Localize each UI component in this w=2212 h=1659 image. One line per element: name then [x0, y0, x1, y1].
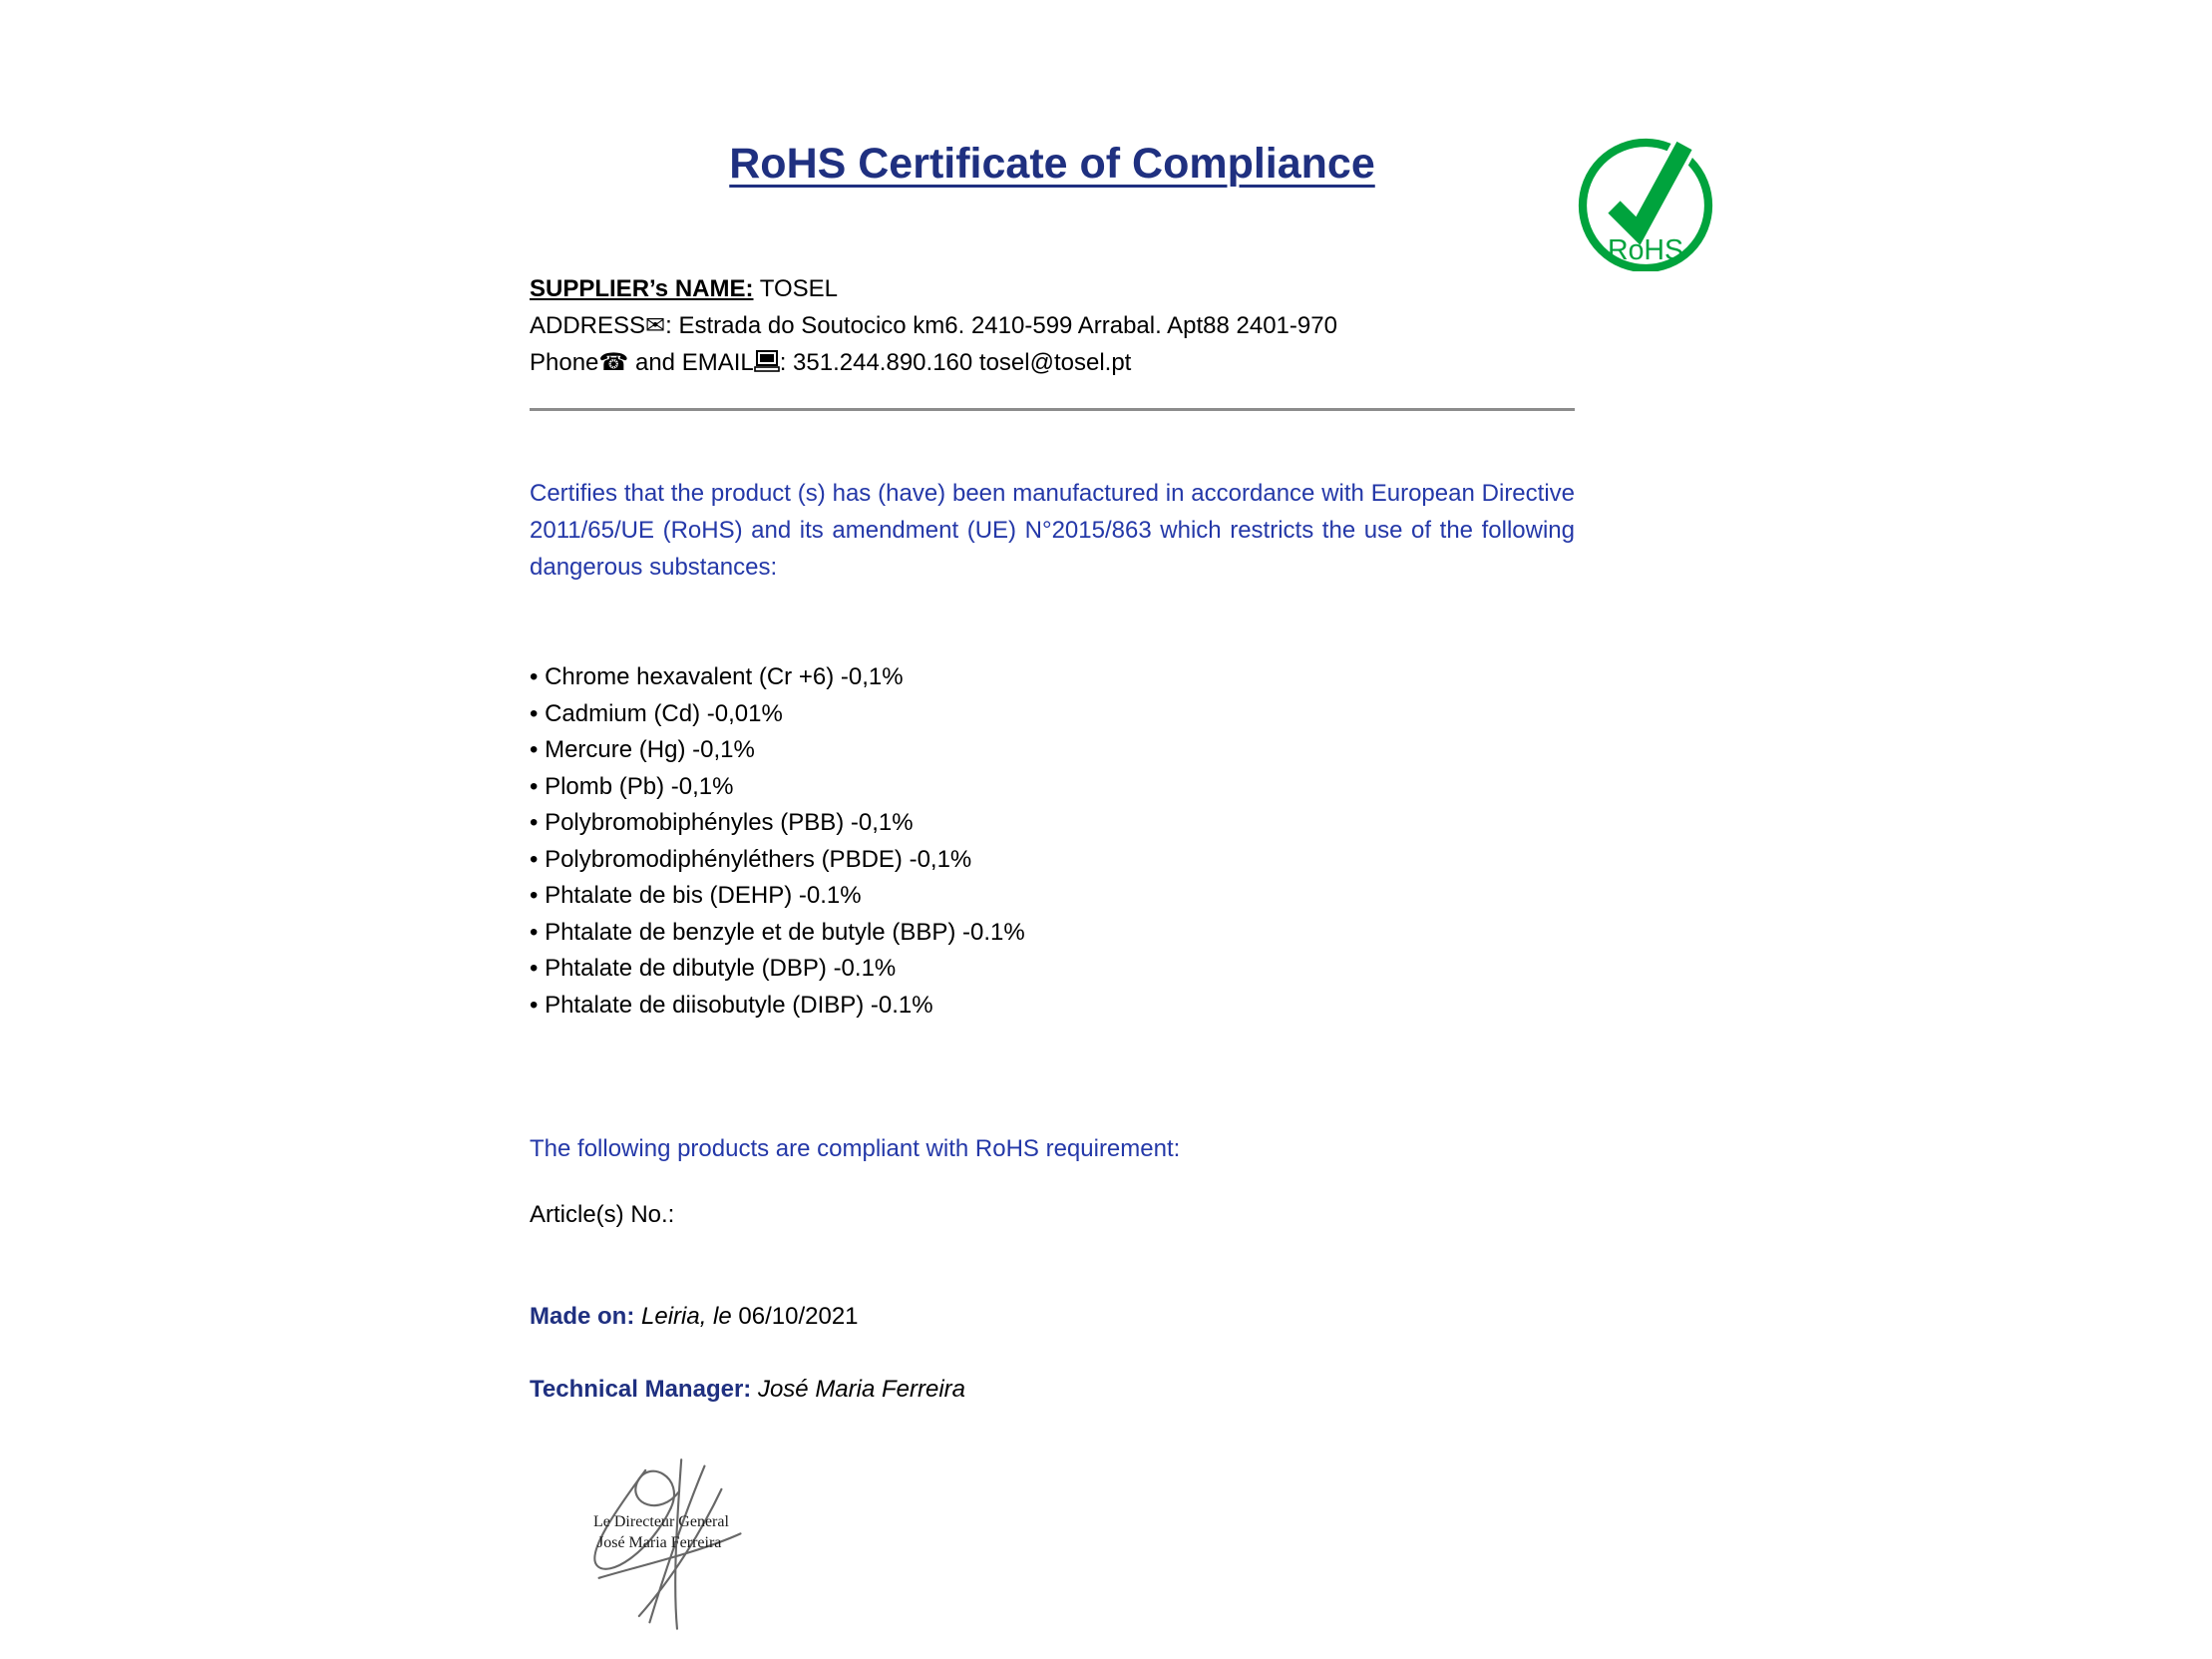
list-item: • Chrome hexavalent (Cr +6) -0,1%	[530, 659, 1575, 696]
made-on-date: 06/10/2021	[738, 1303, 859, 1330]
substances-list	[530, 659, 1575, 1024]
article-label: Article(s) No.:	[530, 1201, 675, 1228]
signature-line2: José Maria Ferreira	[597, 1534, 722, 1551]
address-value: : Estrada do Soutocico km6. 2410-599 Arrabal. Apt88 2401-970	[665, 312, 1337, 339]
rohs-logo	[1571, 122, 1720, 271]
email-label: and EMAIL	[628, 349, 754, 376]
computer-icon	[754, 348, 780, 384]
list-item: • Polybromodiphényléthers (PBDE) -0,1%	[530, 842, 1575, 879]
supplier-block	[530, 271, 1575, 384]
document-content	[530, 130, 1575, 1635]
made-on-label: Made on:	[530, 1303, 635, 1330]
signature-text	[593, 1511, 729, 1553]
supplier-name-label: SUPPLIER’s NAME:	[530, 275, 754, 302]
technical-manager-name: José Maria Ferreira	[757, 1376, 966, 1403]
envelope-icon: ✉	[645, 311, 666, 339]
certification-statement: Certifies that the product (s) has (have) been manufactured in accordance with European Directive 2011/65/UE (RoHS) and its amendment (UE) N°2015/863 which restricts the use of the following dangerous substances:	[530, 480, 1575, 581]
technical-manager-label: Technical Manager:	[530, 1376, 752, 1403]
supplier-name-line	[530, 271, 1575, 307]
list-item: • Cadmium (Cd) -0,01%	[530, 696, 1575, 733]
made-on-place: Leiria, le	[641, 1303, 732, 1330]
made-on-line	[530, 1299, 1575, 1335]
phone-label: Phone	[530, 349, 599, 376]
supplier-address-line	[530, 307, 1575, 344]
list-item: • Phtalate de dibutyle (DBP) -0.1%	[530, 951, 1575, 988]
supplier-name-value: TOSEL	[759, 275, 838, 302]
list-item: • Phtalate de bis (DEHP) -0.1%	[530, 878, 1575, 915]
rohs-logo-text: RoHS	[1607, 234, 1684, 266]
signature-line1: Le Directeur General	[593, 1513, 729, 1530]
contact-value: : 351.244.890.160 tosel@tosel.pt	[779, 349, 1132, 376]
phone-icon: ☎	[598, 348, 629, 376]
list-item: • Mercure (Hg) -0,1%	[530, 732, 1575, 769]
compliance-statement: The following products are compliant with RoHS requirement:	[530, 1135, 1181, 1162]
rohs-logo-graphic	[1571, 122, 1720, 271]
list-item: • Polybromobiphényles (PBB) -0,1%	[530, 805, 1575, 842]
list-item: • Plomb (Pb) -0,1%	[530, 769, 1575, 806]
list-item: • Phtalate de benzyle et de butyle (BBP) -0.1%	[530, 915, 1575, 952]
technical-manager-line	[530, 1372, 1575, 1408]
page-title: RoHS Certificate of Compliance	[729, 140, 1375, 188]
divider	[530, 408, 1575, 411]
address-label: ADDRESS	[530, 312, 646, 339]
signature	[532, 1455, 861, 1635]
supplier-contact-line	[530, 344, 1575, 384]
list-item: • Phtalate de diisobutyle (DIBP) -0.1%	[530, 988, 1575, 1025]
